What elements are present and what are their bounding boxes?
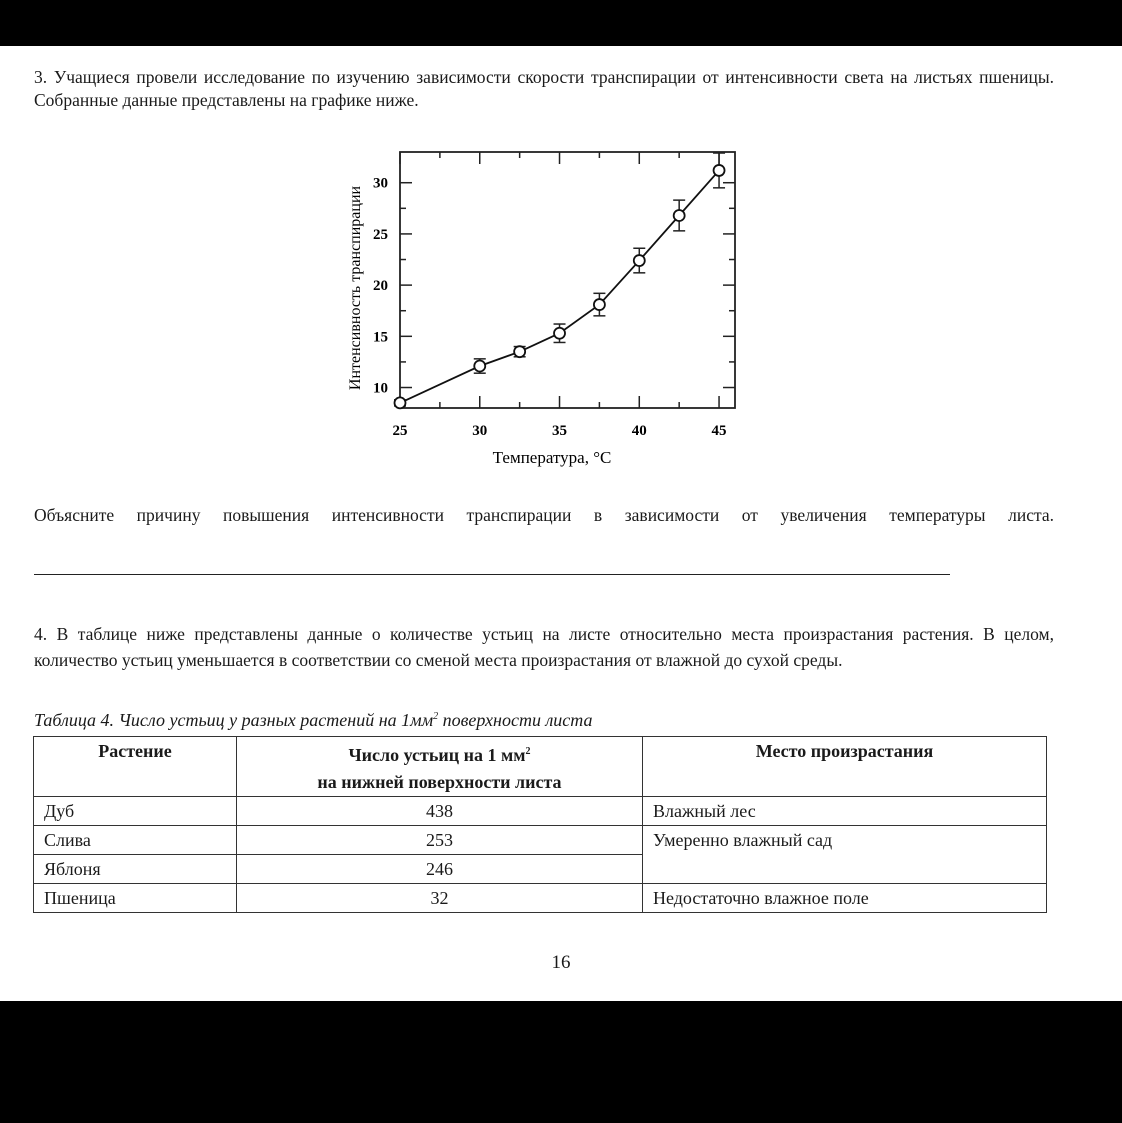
y-tick-label: 30	[373, 175, 388, 192]
answer-line[interactable]	[34, 574, 950, 575]
header-habitat: Место произрастания	[643, 737, 1047, 797]
document-page	[0, 46, 1122, 1001]
table-row	[34, 797, 1047, 826]
x-tick-label: 45	[711, 423, 727, 439]
y-axis-label: Интенсивность транспирации	[347, 185, 364, 391]
data-point	[594, 299, 605, 310]
data-line	[400, 170, 719, 402]
data-point	[395, 397, 406, 408]
cell-plant: Слива	[34, 826, 237, 855]
x-tick-label: 25	[392, 423, 408, 439]
data-point	[674, 210, 685, 221]
plot-frame	[400, 152, 735, 408]
question-3-prompt: Объясните причину повышения интенсивности транспирации в зависимости от увеличения температуры листа.	[34, 505, 1054, 525]
table-caption: Таблица 4. Число устьиц у разных растений на $1мм^2$ поверхности листа	[34, 710, 593, 730]
question-4-text: 4. В таблице ниже представлены данные о количестве устьиц на листе относительно места произрастания растения. В целом, количество устьиц уменьшается в соответствии со сменой места произрастания от влажной до сухой среды.	[34, 624, 1054, 670]
cell-habitat: Умеренно влажный сад	[643, 826, 1047, 884]
cell-habitat: Недостаточно влажное поле	[643, 884, 1047, 913]
cell-count: 32	[237, 884, 643, 913]
cell-plant: Яблоня	[34, 855, 237, 884]
cell-count: 438	[237, 797, 643, 826]
table-row	[34, 826, 1047, 855]
y-tick-label: 20	[373, 278, 388, 295]
x-tick-label: 30	[472, 423, 488, 439]
page-number: 16	[551, 952, 571, 973]
x-tick-label: 35	[552, 423, 568, 439]
stomata-table	[33, 736, 1047, 913]
cell-habitat: Влажный лес	[643, 797, 1047, 826]
table-header-row	[34, 737, 1047, 797]
question-3-text: 3. Учащиеся провели исследование по изучению зависимости скорости транспирации от интенсивности света на листьях пшеницы. Собранные данные представлены на графике ниже.	[34, 67, 1054, 110]
data-point	[634, 255, 645, 266]
cell-count: 246	[237, 855, 643, 884]
x-axis-label: Температура, °C	[492, 448, 612, 467]
transpiration-chart	[330, 136, 750, 476]
table-row	[34, 884, 1047, 913]
data-point	[514, 346, 525, 357]
cell-plant: Пшеница	[34, 884, 237, 913]
cell-count: 253	[237, 826, 643, 855]
header-stomata-count: Число устьиц на 1 $мм^2$ на нижней поверхности листа	[237, 737, 643, 797]
y-tick-label: 25	[373, 226, 388, 243]
y-tick-label: 10	[373, 380, 388, 397]
cell-plant: Дуб	[34, 797, 237, 826]
header-plant: Растение	[34, 737, 237, 797]
data-point	[714, 165, 725, 176]
x-tick-label: 40	[631, 423, 647, 439]
data-point	[554, 328, 565, 339]
y-tick-label: 15	[373, 329, 388, 346]
data-point	[474, 361, 485, 372]
